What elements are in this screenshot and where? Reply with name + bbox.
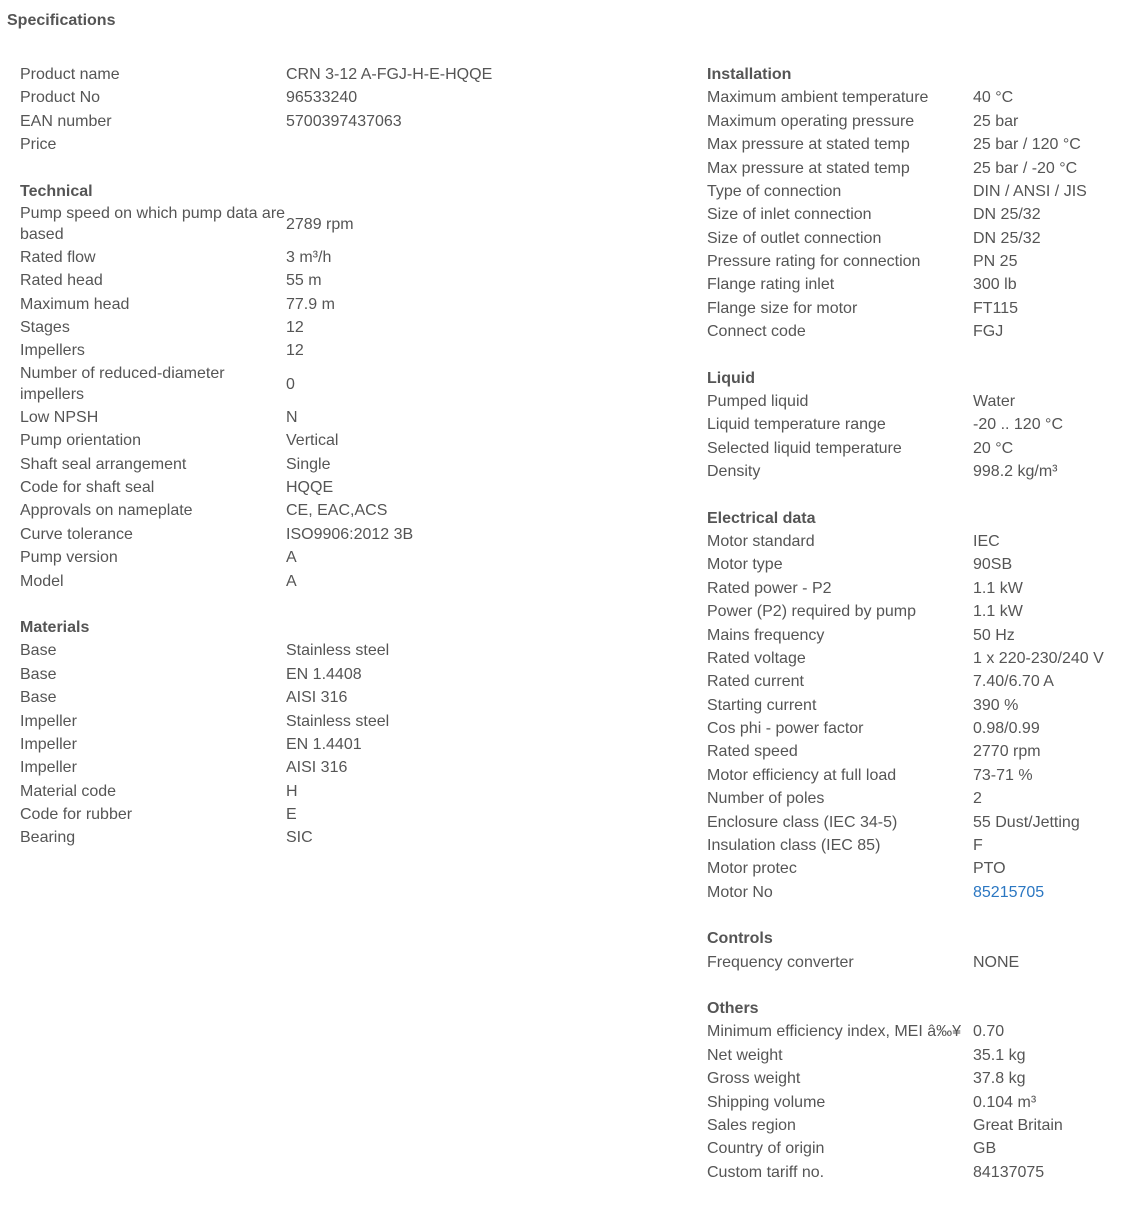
- spec-value: AISI 316: [286, 689, 348, 707]
- spec-value: 84137075: [973, 1163, 1045, 1181]
- spec-row: [20, 756, 640, 779]
- spec-group-technical: [20, 180, 640, 593]
- spec-row: [20, 499, 640, 522]
- spec-value: A: [286, 572, 297, 590]
- spec-value: EN 1.4401: [286, 735, 362, 753]
- spec-value: 3 m³/h: [286, 248, 332, 266]
- spec-label: Power (P2) required by pump: [707, 603, 916, 621]
- group-heading: Technical: [20, 182, 93, 200]
- spec-value: 0.98/0.99: [973, 720, 1040, 738]
- spec-label: Starting current: [707, 696, 817, 714]
- spec-value: 25 bar / -20 °C: [973, 159, 1078, 177]
- spec-label: Liquid temperature range: [707, 416, 886, 434]
- spec-label: Motor protec: [707, 860, 797, 878]
- spec-label: Material code: [20, 782, 117, 800]
- spec-row: [20, 686, 640, 709]
- spec-value: H: [286, 782, 298, 800]
- spec-value: Vertical: [286, 432, 339, 450]
- spec-value: ISO9906:2012 3B: [286, 525, 414, 543]
- spec-label: Rated flow: [20, 248, 96, 266]
- spec-label: Motor No: [707, 883, 773, 901]
- spec-label: Base: [20, 689, 57, 707]
- spec-row: [707, 951, 1117, 974]
- spec-label: Code for shaft seal: [20, 479, 155, 497]
- spec-row: [707, 834, 1117, 857]
- left-column: [20, 63, 640, 873]
- spec-value: Water: [973, 393, 1016, 411]
- spec-label: Code for rubber: [20, 806, 133, 824]
- spec-label: EAN number: [20, 112, 112, 130]
- spec-value: NONE: [973, 953, 1020, 971]
- spec-label: Pump orientation: [20, 432, 141, 450]
- spec-row: [707, 157, 1117, 180]
- spec-group-installation: [707, 63, 1117, 344]
- spec-row: [20, 803, 640, 826]
- spec-label: Stages: [20, 319, 70, 337]
- spec-value: Stainless steel: [286, 642, 390, 660]
- right-column: [707, 63, 1117, 1207]
- spec-value: CE, EAC,ACS: [286, 502, 388, 520]
- spec-row: [707, 717, 1117, 740]
- spec-value: A: [286, 549, 297, 567]
- spec-value: PTO: [973, 860, 1006, 878]
- spec-value: CRN 3-12 A-FGJ-H-E-HQQE: [286, 65, 493, 83]
- spec-row: [707, 390, 1117, 413]
- spec-row: [20, 827, 640, 850]
- spec-label: Minimum efficiency index, MEI â‰¥: [707, 1023, 962, 1041]
- spec-value: Single: [286, 455, 331, 473]
- spec-row: [20, 733, 640, 756]
- spec-label: Rated speed: [707, 743, 798, 761]
- spec-row: [707, 530, 1117, 553]
- spec-label: Cos phi - power factor: [707, 720, 864, 738]
- spec-label: Density: [707, 463, 761, 481]
- spec-value: N: [286, 408, 298, 426]
- spec-label: Rated current: [707, 673, 804, 691]
- spec-row: [20, 406, 640, 429]
- spec-label: Motor standard: [707, 532, 815, 550]
- spec-value: 300 lb: [973, 276, 1017, 294]
- spec-label: Number of poles: [707, 790, 825, 808]
- spec-row: [707, 881, 1117, 904]
- spec-value: 20 °C: [973, 439, 1014, 457]
- spec-value: 37.8 kg: [973, 1070, 1026, 1088]
- spec-row: [20, 476, 640, 499]
- spec-value: PN 25: [973, 253, 1018, 271]
- group-heading: Installation: [707, 66, 792, 83]
- spec-row: [707, 1114, 1117, 1137]
- spec-label: Approvals on nameplate: [20, 502, 193, 520]
- spec-group-electrical-data: [707, 507, 1117, 905]
- spec-label: Country of origin: [707, 1140, 825, 1158]
- spec-label: Shipping volume: [707, 1093, 826, 1111]
- spec-value: 50 Hz: [973, 626, 1015, 644]
- spec-row: [20, 363, 640, 406]
- spec-value: DN 25/32: [973, 206, 1041, 224]
- spec-label: Frequency converter: [707, 953, 854, 971]
- spec-value: 55 m: [286, 272, 322, 290]
- spec-label: Product No: [20, 89, 101, 107]
- spec-row: [707, 787, 1117, 810]
- spec-row: [707, 553, 1117, 576]
- spec-row: [707, 1067, 1117, 1090]
- spec-value: 90SB: [973, 556, 1013, 574]
- spec-value: 1 x 220-230/240 V: [973, 649, 1104, 667]
- spec-row: [707, 274, 1117, 297]
- spec-value: GB: [973, 1140, 997, 1158]
- spec-label: Motor efficiency at full load: [707, 766, 897, 784]
- spec-row: [707, 1020, 1117, 1043]
- spec-value: -20 .. 120 °C: [973, 416, 1063, 434]
- spec-row: [707, 460, 1117, 483]
- spec-value: 96533240: [286, 89, 358, 107]
- spec-row: [20, 546, 640, 569]
- spec-group-general: [20, 63, 640, 157]
- spec-label: Rated voltage: [707, 649, 806, 667]
- spec-row: [707, 647, 1117, 670]
- spec-label: Rated power - P2: [707, 579, 832, 597]
- spec-value: 5700397437063: [286, 112, 402, 130]
- spec-label: Number of reduced-diameter impellers: [20, 364, 225, 404]
- spec-value: HQQE: [286, 479, 334, 497]
- spec-label: Rated head: [20, 272, 103, 290]
- spec-row: [707, 577, 1117, 600]
- spec-row: [20, 63, 640, 86]
- spec-row: [707, 694, 1117, 717]
- spec-label: Base: [20, 665, 57, 683]
- spec-label: Shaft seal arrangement: [20, 455, 187, 473]
- spec-group-controls: [707, 927, 1117, 974]
- spec-label: Gross weight: [707, 1070, 801, 1088]
- spec-value: IEC: [973, 532, 1000, 550]
- spec-row: [20, 86, 640, 109]
- spec-row: [20, 429, 640, 452]
- spec-label: Base: [20, 642, 57, 660]
- spec-row: [20, 269, 640, 292]
- spec-value: SIC: [286, 829, 313, 847]
- spec-row: [707, 670, 1117, 693]
- spec-value: 1.1 kW: [973, 579, 1023, 597]
- spec-row: [707, 320, 1117, 343]
- spec-value: 0.104 m³: [973, 1093, 1037, 1111]
- spec-label: Custom tariff no.: [707, 1163, 825, 1181]
- spec-label: Size of outlet connection: [707, 229, 882, 247]
- group-heading: Materials: [20, 619, 90, 637]
- spec-label: Model: [20, 572, 64, 590]
- spec-row: [20, 780, 640, 803]
- spec-label: Price: [20, 136, 57, 154]
- spec-label: Low NPSH: [20, 408, 99, 426]
- spec-row: [20, 663, 640, 686]
- spec-row: [20, 110, 640, 133]
- spec-label: Connect code: [707, 323, 806, 341]
- spec-value: DIN / ANSI / JIS: [973, 182, 1087, 200]
- group-heading: Electrical data: [707, 509, 816, 527]
- spec-value: Great Britain: [973, 1116, 1063, 1134]
- spec-row: [707, 1044, 1117, 1067]
- spec-row: [20, 246, 640, 269]
- spec-label: Sales region: [707, 1116, 796, 1134]
- spec-label: Insulation class (IEC 85): [707, 837, 881, 855]
- spec-label: Type of connection: [707, 182, 842, 200]
- spec-row: [707, 133, 1117, 156]
- spec-value: Stainless steel: [286, 712, 390, 730]
- spec-label: Curve tolerance: [20, 525, 133, 543]
- spec-label: Pump speed on which pump data are based: [20, 204, 286, 244]
- spec-label: Max pressure at stated temp: [707, 159, 910, 177]
- spec-value: 12: [286, 319, 304, 337]
- spec-value: 12: [286, 342, 304, 360]
- spec-row: [707, 858, 1117, 881]
- spec-label: Flange size for motor: [707, 299, 858, 317]
- spec-row: [707, 203, 1117, 226]
- spec-value-link[interactable]: 85215705: [973, 883, 1045, 901]
- spec-value: 2: [973, 790, 982, 808]
- spec-value: 2789 rpm: [286, 215, 354, 233]
- spec-row: [20, 133, 640, 156]
- spec-row: [707, 86, 1117, 109]
- spec-value: 0: [286, 375, 295, 393]
- spec-label: Impeller: [20, 759, 77, 777]
- spec-group-liquid: [707, 367, 1117, 484]
- spec-label: Impellers: [20, 342, 85, 360]
- spec-row: [707, 600, 1117, 623]
- spec-value: 25 bar / 120 °C: [973, 136, 1081, 154]
- spec-row: [20, 570, 640, 593]
- spec-value: 0.70: [973, 1023, 1005, 1041]
- spec-value: AISI 316: [286, 759, 348, 777]
- spec-label: Selected liquid temperature: [707, 439, 902, 457]
- spec-value: 40 °C: [973, 89, 1014, 107]
- spec-row: [20, 340, 640, 363]
- group-heading: Others: [707, 1000, 759, 1018]
- spec-row: [20, 639, 640, 662]
- spec-value: 25 bar: [973, 112, 1019, 130]
- spec-row: [707, 1091, 1117, 1114]
- spec-value: FT115: [973, 299, 1019, 317]
- spec-value: 1.1 kW: [973, 603, 1023, 621]
- spec-label: Impeller: [20, 735, 77, 753]
- spec-label: Product name: [20, 65, 120, 83]
- spec-row: [707, 624, 1117, 647]
- spec-row: [707, 1161, 1117, 1184]
- spec-row: [707, 297, 1117, 320]
- spec-row: [707, 437, 1117, 460]
- spec-label: Size of inlet connection: [707, 206, 872, 224]
- spec-row: [707, 227, 1117, 250]
- spec-value: 390 %: [973, 696, 1019, 714]
- spec-group-materials: [20, 616, 640, 850]
- spec-group-others: [707, 997, 1117, 1184]
- spec-label: Maximum ambient temperature: [707, 89, 929, 107]
- spec-value: FGJ: [973, 323, 1004, 341]
- spec-value: EN 1.4408: [286, 665, 362, 683]
- spec-row: [20, 293, 640, 316]
- spec-value: DN 25/32: [973, 229, 1041, 247]
- spec-value: 73-71 %: [973, 766, 1033, 784]
- spec-label: Pumped liquid: [707, 393, 809, 411]
- spec-label: Net weight: [707, 1046, 783, 1064]
- spec-label: Max pressure at stated temp: [707, 136, 910, 154]
- spec-value: E: [286, 806, 297, 824]
- spec-row: [707, 764, 1117, 787]
- spec-row: [707, 413, 1117, 436]
- spec-label: Motor type: [707, 556, 783, 574]
- spec-row: [707, 741, 1117, 764]
- spec-row: [707, 250, 1117, 273]
- group-heading: Controls: [707, 930, 773, 948]
- spec-row: [707, 1137, 1117, 1160]
- spec-value: 2770 rpm: [973, 743, 1041, 761]
- spec-row: [20, 453, 640, 476]
- spec-label: Pressure rating for connection: [707, 253, 921, 271]
- spec-row: [20, 523, 640, 546]
- spec-row: [707, 110, 1117, 133]
- spec-value: 77.9 m: [286, 295, 335, 313]
- spec-label: Pump version: [20, 549, 118, 567]
- spec-row: [707, 180, 1117, 203]
- spec-row: [20, 316, 640, 339]
- spec-row: [20, 203, 640, 246]
- spec-value: 55 Dust/Jetting: [973, 813, 1080, 831]
- spec-label: Maximum head: [20, 295, 130, 313]
- group-heading: Liquid: [707, 369, 755, 387]
- spec-value: 7.40/6.70 A: [973, 673, 1054, 691]
- page-title: Specifications: [7, 12, 116, 29]
- spec-label: Mains frequency: [707, 626, 825, 644]
- spec-label: Impeller: [20, 712, 77, 730]
- spec-label: Enclosure class (IEC 34-5): [707, 813, 898, 831]
- spec-row: [707, 811, 1117, 834]
- spec-label: Flange rating inlet: [707, 276, 835, 294]
- spec-label: Maximum operating pressure: [707, 112, 915, 130]
- spec-value: 35.1 kg: [973, 1046, 1026, 1064]
- spec-value: 998.2 kg/m³: [973, 463, 1058, 481]
- spec-label: Bearing: [20, 829, 76, 847]
- spec-value: F: [973, 837, 983, 855]
- spec-row: [20, 710, 640, 733]
